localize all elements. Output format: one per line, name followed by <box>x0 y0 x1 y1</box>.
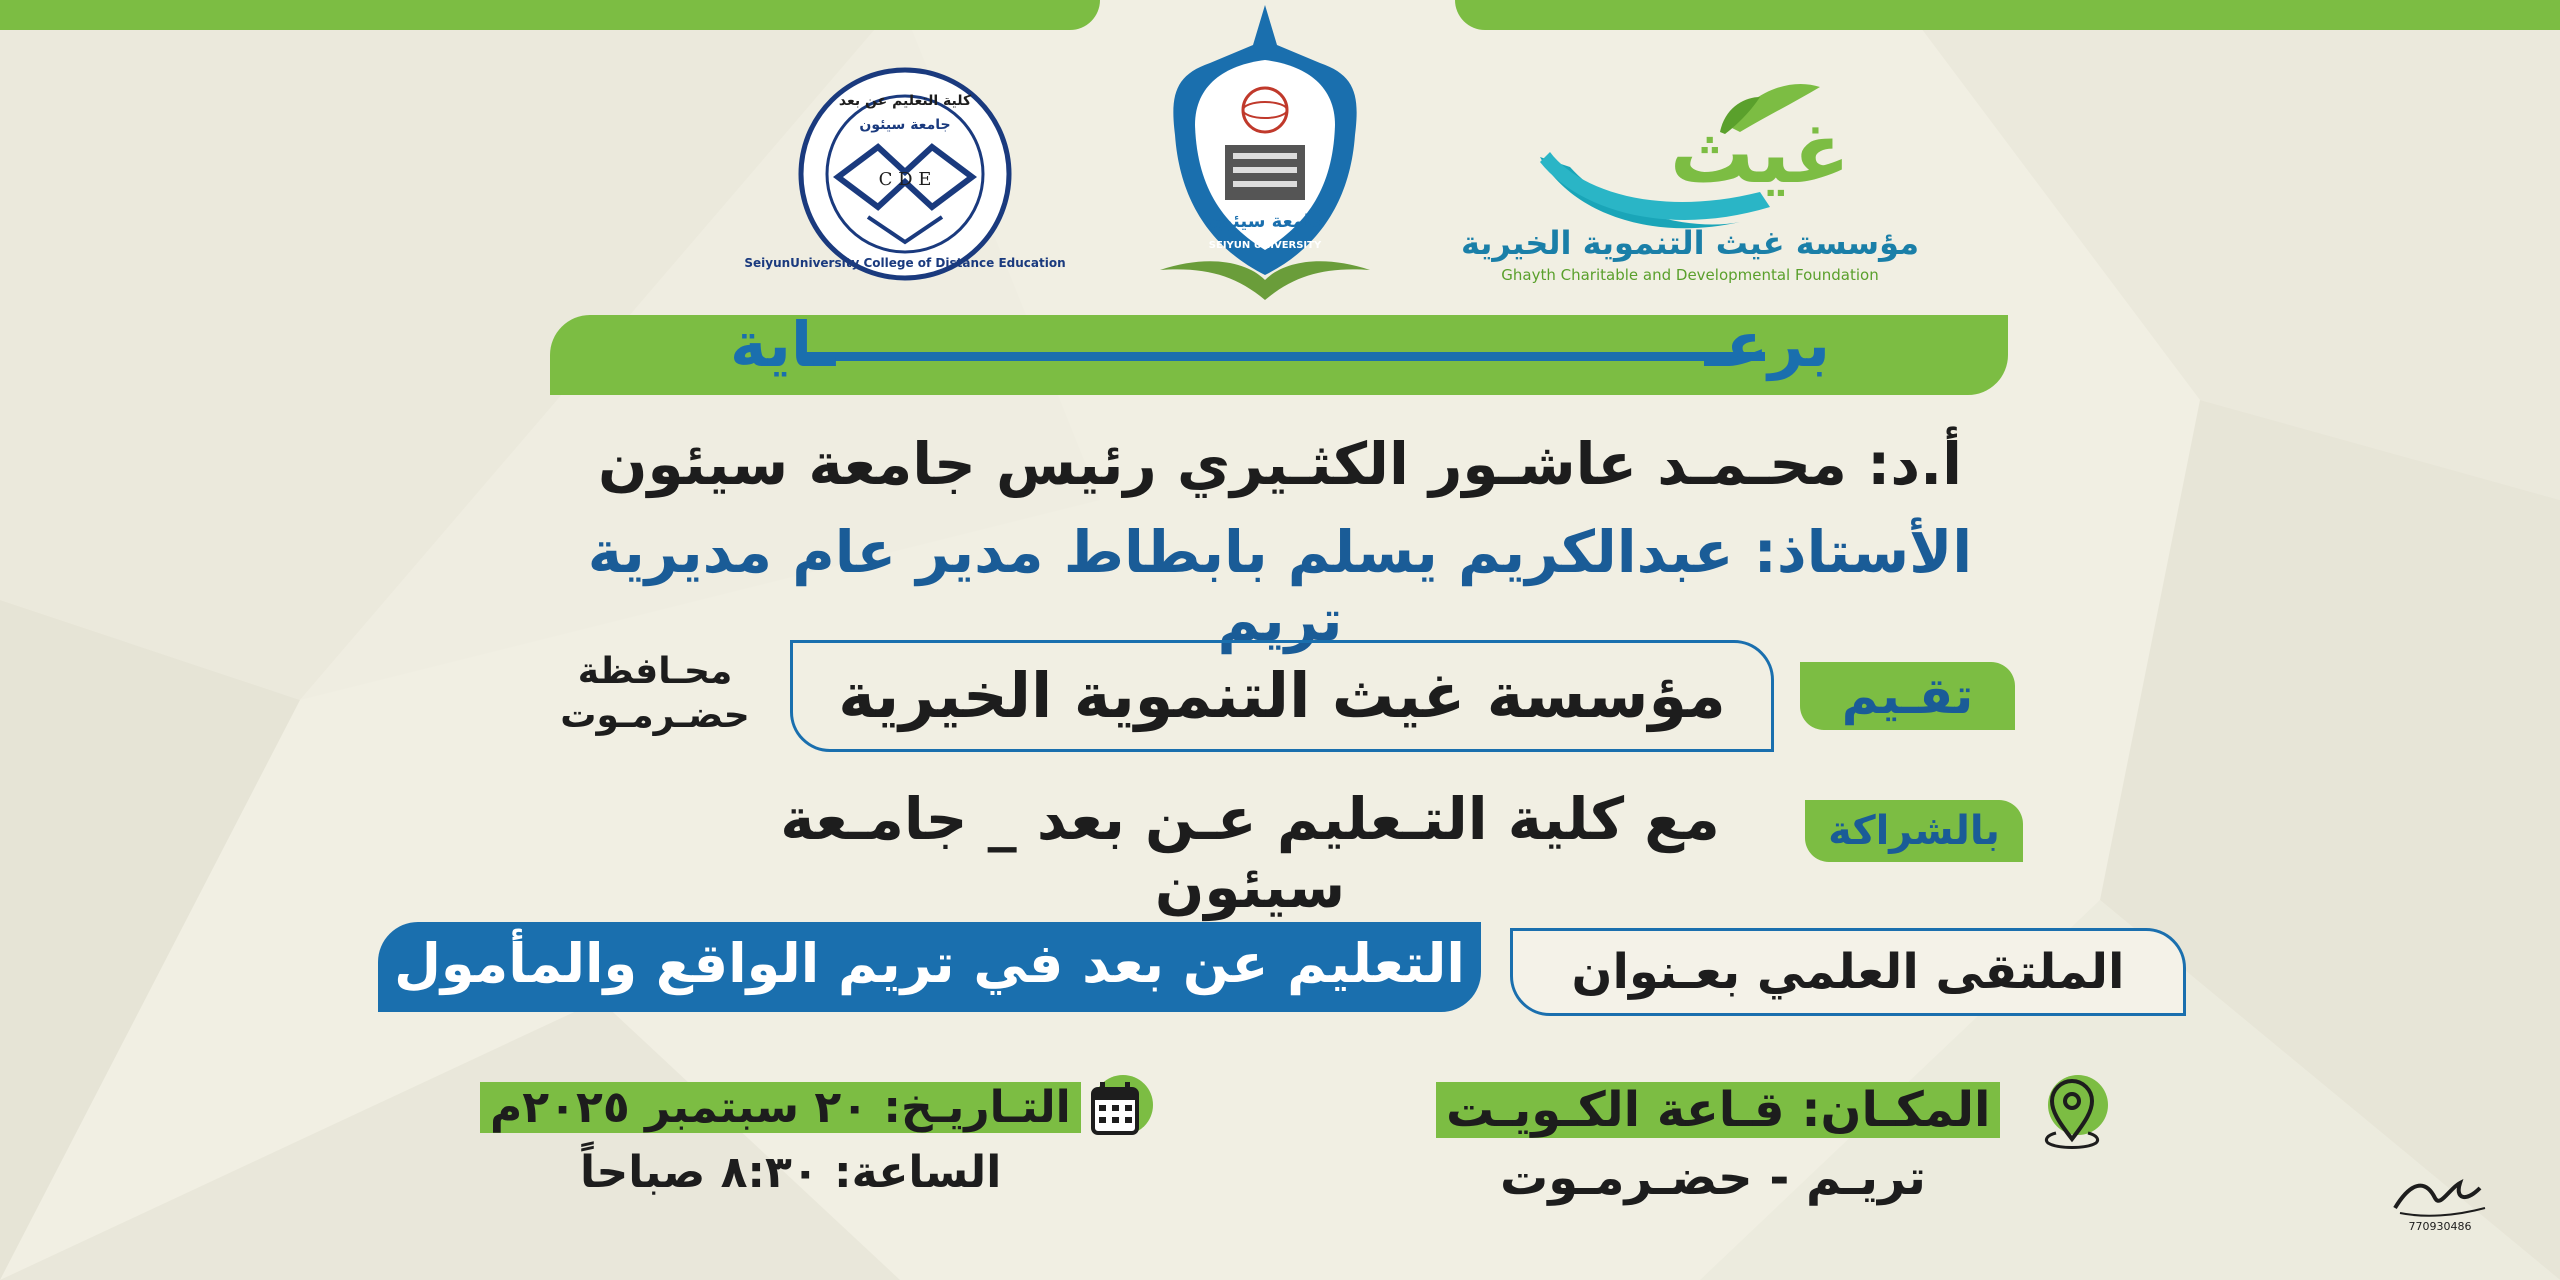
governorate-line1: محـافظة <box>577 651 733 692</box>
patron-2: الأستاذ: عبدالكريم يسلم بابطاط مدير عام مديرية تريم <box>587 518 1973 654</box>
patron-1: أ.د: محـمـد عاشـور الكثـيري رئيس جامعة سيئون <box>597 430 1963 498</box>
event-date <box>480 1083 1081 1133</box>
svg-text:غيث: غيث <box>1669 104 1851 202</box>
event-place <box>1436 1083 2000 1137</box>
designer-signature <box>2385 1168 2495 1238</box>
svg-text:770930486: 770930486 <box>2408 1220 2472 1233</box>
governorate <box>525 650 785 738</box>
organizer-label: تقـيم <box>1800 662 2015 730</box>
event-title: التعليم عن بعد في تريم الواقع والمأمول <box>378 922 1481 1012</box>
partnership-label: بالشراكة <box>1805 800 2023 862</box>
svg-text:جامعة سيئون: جامعة سيئون <box>1206 211 1324 232</box>
svg-text:SEIYUN UNIVERSITY: SEIYUN UNIVERSITY <box>1208 240 1322 251</box>
event-time: الساعة: ٨:٣٠ صباحاً <box>580 1147 1002 1198</box>
sponsorship-heading-end: ـاية <box>730 308 836 381</box>
event-title-label: الملتقى العلمي بعـنوان <box>1510 928 2186 1016</box>
svg-text:SeiyunUniversity College of Di: SeiyunUniversity College of Distance Education <box>744 256 1066 270</box>
sponsorship-heading-start: برعـ <box>1704 308 1830 381</box>
seiyun-university-logo <box>1155 5 1375 305</box>
partnership-text: مع كلية التـعليم عـن بعد _ جامـعة سيئون <box>780 785 1720 921</box>
cde-college-logo <box>744 67 1066 282</box>
sponsorship-heading <box>730 310 1830 380</box>
event-place-sub: تريـم - حضـرمـوت <box>1500 1150 1926 1206</box>
svg-text:Ghayth Charitable and Developm: Ghayth Charitable and Developmental Foundation <box>1501 266 1879 284</box>
ghayth-foundation-logo <box>1460 72 1930 292</box>
event-date-text: التـاريـخ: ٢٠ سبتمبر ٢٠٢٥م <box>480 1082 1081 1133</box>
location-pin-icon <box>2030 1073 2114 1157</box>
calendar-icon <box>1083 1073 1155 1145</box>
svg-text:C D E: C D E <box>878 169 932 190</box>
top-bar-right <box>1455 0 2560 30</box>
governorate-line2: حضـرمـوت <box>560 695 750 736</box>
svg-text:مؤسسة غيث التنموية الخيرية: مؤسسة غيث التنموية الخيرية <box>1460 224 1920 262</box>
organizer-name: مؤسسة غيث التنموية الخيرية <box>790 640 1774 752</box>
svg-text:جامعة سيئون: جامعة سيئون <box>859 117 951 133</box>
svg-text:كلية التعليم عن بعد: كلية التعليم عن بعد <box>838 93 972 109</box>
event-place-text: المكـان: قـاعة الكـويـت <box>1436 1082 2000 1138</box>
top-bar-left <box>0 0 1100 30</box>
